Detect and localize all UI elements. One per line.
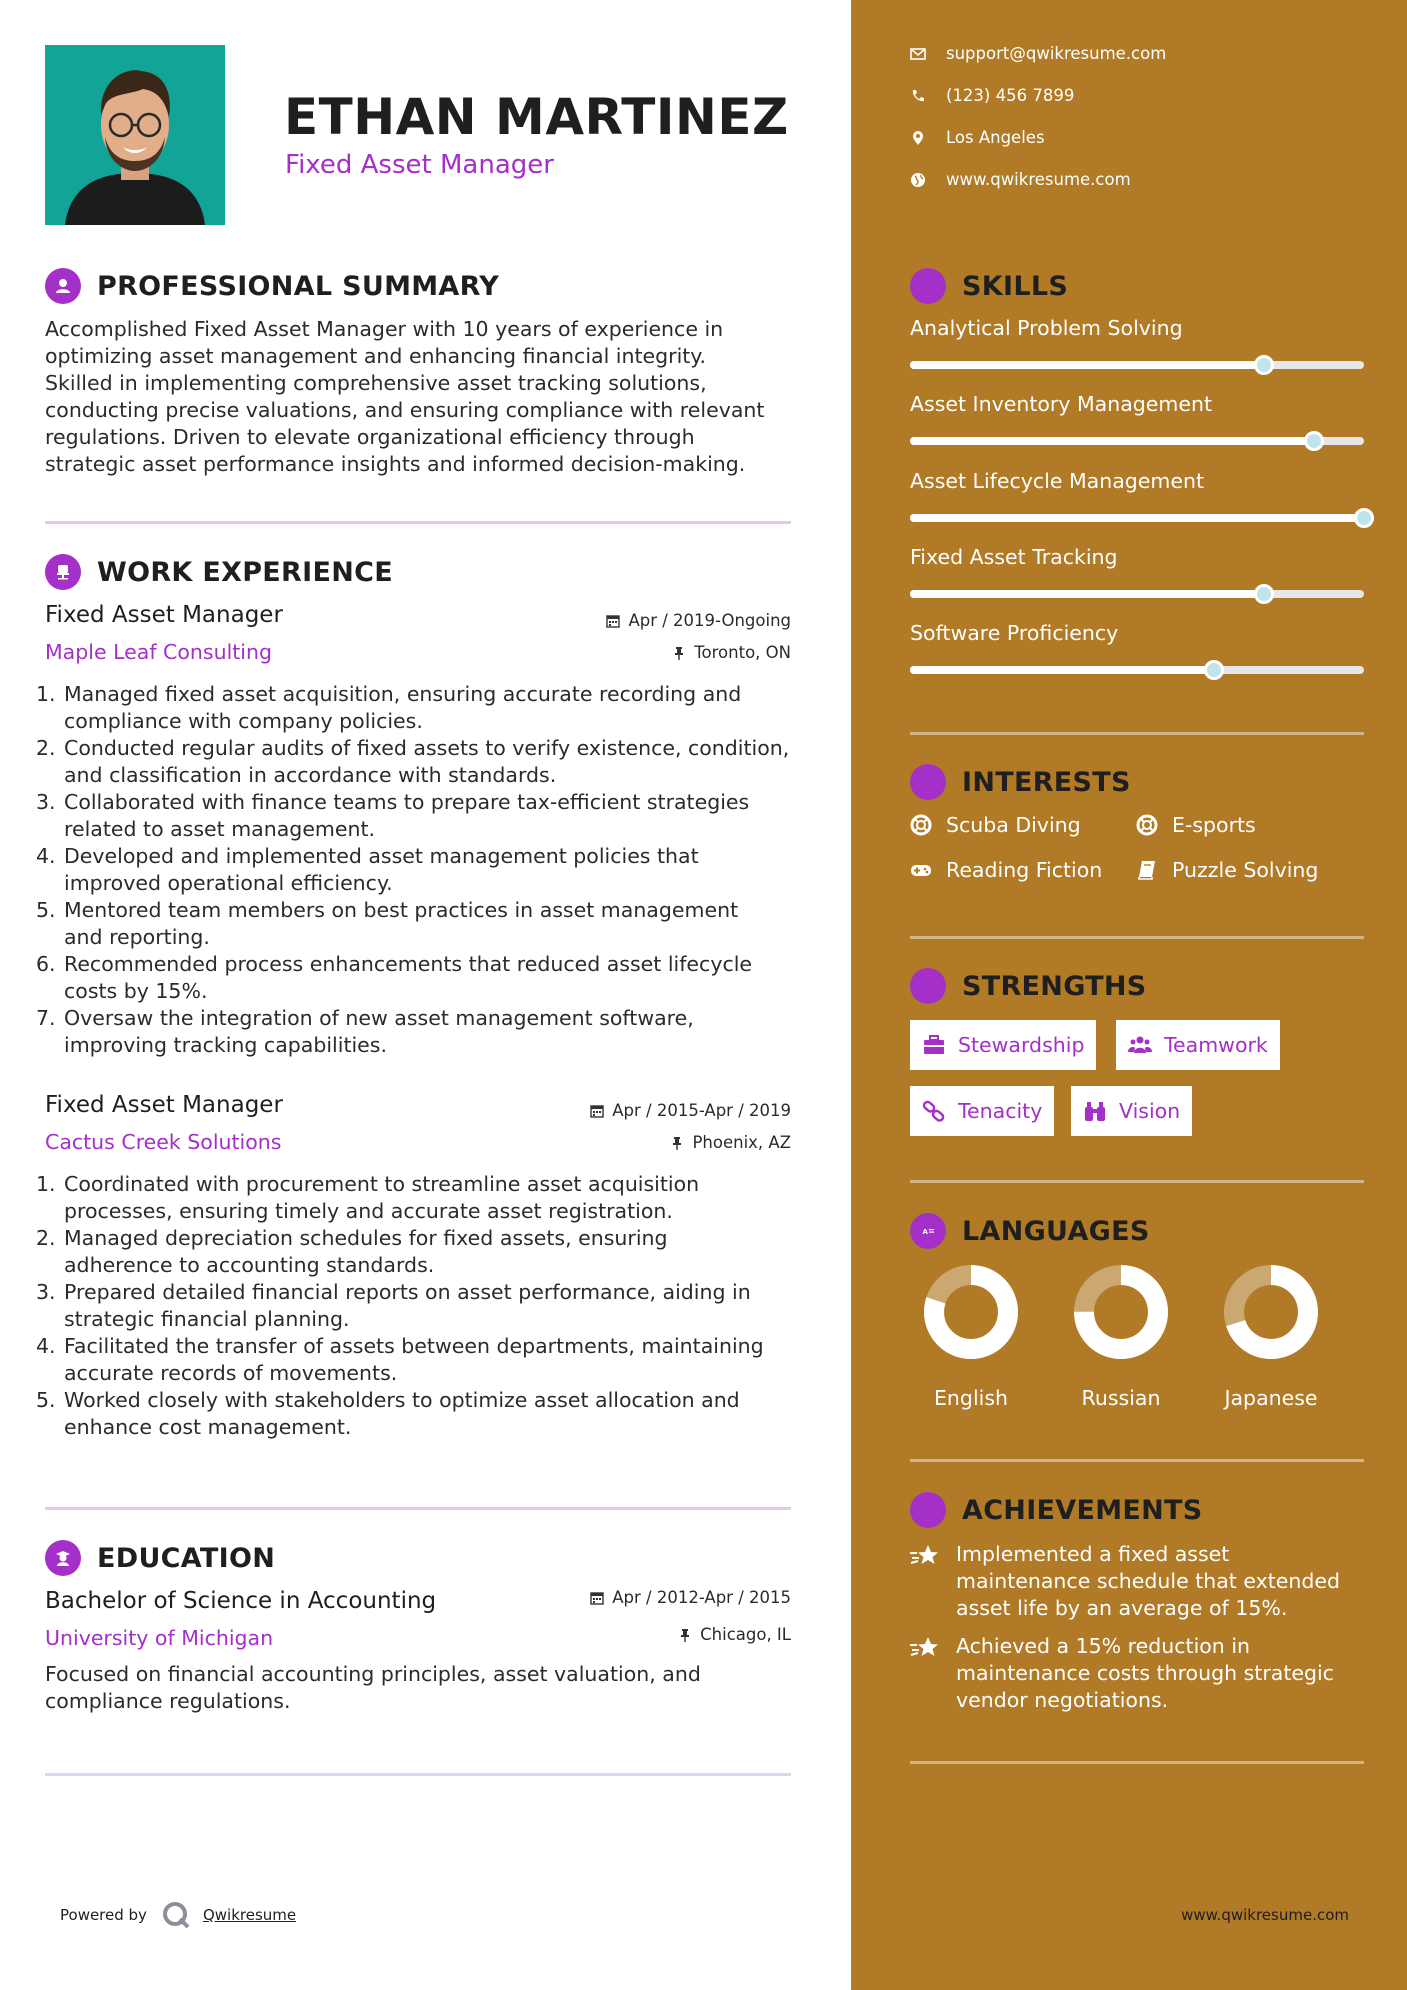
skill-name: Software Proficiency	[910, 621, 1119, 645]
job-duties	[36, 1171, 836, 1441]
location-pin-icon	[910, 130, 926, 146]
achievements-heading: ACHIEVEMENTS	[910, 1492, 1203, 1528]
contact-website[interactable]: www.qwikresume.com	[910, 170, 1131, 189]
candidate-name: ETHAN MARTINEZ	[284, 88, 789, 146]
skill-knob	[1254, 584, 1274, 604]
fist-icon	[910, 968, 946, 1004]
users-icon	[1128, 1033, 1152, 1057]
pushpin-icon	[672, 646, 686, 660]
skill-name: Asset Inventory Management	[910, 392, 1213, 416]
binoculars-icon	[1083, 1099, 1107, 1123]
strength-chip: Teamwork	[1116, 1020, 1280, 1070]
shooting-star-icon	[910, 1543, 942, 1571]
list-item: 4. Facilitated the transfer of assets between departments, maintaining accurate records of movements.	[36, 1334, 764, 1385]
gamepad-icon	[910, 859, 932, 881]
skill-knob	[1254, 355, 1274, 375]
strength-chip: Tenacity	[910, 1086, 1054, 1136]
list-item: 2. Conducted regular audits of fixed assets to verify existence, condition, and classification in accordance with standards.	[36, 736, 790, 787]
summary-text: Accomplished Fixed Asset Manager with 10 years of experience in optimizing asset management and enhancing financial integrity. Skilled in implementing comprehensive asset tracking solutions, conducting precise valuations, and ensuring compliance with relevant regulations. Driven to elevate organizational efficiency through strategic asset performance insights and informed decision-making.	[45, 317, 765, 476]
job-location: Phoenix, AZ	[670, 1133, 791, 1152]
languages-heading: A LANGUAGES	[910, 1213, 1150, 1249]
skill-bar	[910, 361, 1364, 369]
pushpin-icon	[678, 1628, 692, 1642]
language-ring	[923, 1264, 1019, 1360]
section-divider	[45, 521, 791, 524]
section-divider	[910, 732, 1364, 735]
qwikresume-link[interactable]: Qwikresume	[202, 1906, 297, 1924]
profile-photo	[45, 45, 225, 225]
skill-bar	[910, 590, 1364, 598]
strength-chip: Stewardship	[910, 1020, 1096, 1070]
language-item: English	[916, 1264, 1026, 1410]
list-item: 1. Managed fixed asset acquisition, ensuring accurate recording and compliance with company policies.	[36, 682, 742, 733]
strength-chip: Vision	[1071, 1086, 1192, 1136]
job-role: Fixed Asset Manager	[45, 602, 283, 628]
calendar-icon	[606, 614, 620, 628]
job-location: Toronto, ON	[672, 643, 791, 662]
list-item: 5. Worked closely with stakeholders to optimize asset allocation and enhance cost management.	[36, 1388, 740, 1439]
skill-name: Asset Lifecycle Management	[910, 469, 1205, 493]
envelope-icon	[910, 46, 926, 62]
education-heading: EDUCATION	[45, 1540, 275, 1576]
user-icon	[45, 268, 81, 304]
list-item: 3. Collaborated with finance teams to prepare tax-efficient strategies related to asset management.	[36, 790, 750, 841]
interest-item: Scuba Diving	[910, 813, 1081, 837]
skill-bar	[910, 666, 1364, 674]
contact-email[interactable]: support@qwikresume.com	[910, 44, 1166, 63]
skill-knob	[1354, 508, 1374, 528]
language-item: Russian	[1066, 1264, 1176, 1410]
job-role: Fixed Asset Manager	[45, 1092, 283, 1118]
achievement-item: Achieved a 15% reduction in maintenance costs through strategic vendor negotiations.	[910, 1633, 1364, 1714]
link-icon	[922, 1099, 946, 1123]
education-location: Chicago, IL	[678, 1625, 791, 1644]
lifebuoy-icon	[1136, 814, 1158, 836]
briefcase-icon	[922, 1033, 946, 1057]
calendar-icon	[590, 1104, 604, 1118]
skill-bar	[910, 437, 1364, 445]
section-divider	[910, 1180, 1364, 1183]
section-divider	[910, 1459, 1364, 1462]
skill-bar	[910, 514, 1364, 522]
summary-heading: PROFESSIONAL SUMMARY	[45, 268, 499, 304]
powered-by: Powered by Qwikresume	[60, 1900, 296, 1930]
calendar-icon	[590, 1591, 604, 1605]
list-item: 4. Developed and implemented asset management policies that improved operational efficiency.	[36, 844, 699, 895]
language-ring	[1073, 1264, 1169, 1360]
shooting-star-icon	[910, 1635, 942, 1663]
lightbulb-icon	[910, 268, 946, 304]
skill-fill	[910, 514, 1364, 522]
graduate-icon	[45, 1540, 81, 1576]
svg-text:A: A	[922, 1228, 928, 1236]
footer-site-link[interactable]: www.qwikresume.com	[1181, 1906, 1349, 1924]
paper-plane-icon	[910, 764, 946, 800]
list-item: 2. Managed depreciation schedules for fixed assets, ensuring adherence to accounting standards.	[36, 1226, 668, 1277]
experience-heading: WORK EXPERIENCE	[45, 554, 393, 590]
interest-item: E-sports	[1136, 813, 1256, 837]
skill-fill	[910, 590, 1264, 598]
star-badge-icon	[910, 1492, 946, 1528]
interest-item: Puzzle Solving	[1136, 858, 1318, 882]
achievement-item: Implemented a fixed asset maintenance schedule that extended asset life by an average of 15%.	[910, 1541, 1364, 1622]
skill-fill	[910, 361, 1264, 369]
chair-icon	[45, 554, 81, 590]
phone-icon	[910, 88, 926, 104]
interest-item: Reading Fiction	[910, 858, 1102, 882]
book-icon	[1136, 859, 1158, 881]
job-duties	[36, 681, 836, 1059]
strengths-heading: STRENGTHS	[910, 968, 1147, 1004]
list-item: 3. Prepared detailed financial reports on asset performance, aiding in strategic financial planning.	[36, 1280, 751, 1331]
lifebuoy-icon	[910, 814, 932, 836]
contact-location: Los Angeles	[910, 128, 1045, 147]
skill-name: Analytical Problem Solving	[910, 316, 1183, 340]
list-item: 7. Oversaw the integration of new asset management software, improving tracking capabilities.	[36, 1006, 694, 1057]
translate-icon	[910, 1213, 946, 1249]
education-description: Focused on financial accounting principles, asset valuation, and compliance regulations.	[45, 1662, 701, 1713]
interests-heading: INTERESTS	[910, 764, 1131, 800]
skill-fill	[910, 666, 1214, 674]
language-item: Japanese	[1216, 1264, 1326, 1410]
section-divider	[45, 1773, 791, 1776]
job-company: Maple Leaf Consulting	[45, 640, 273, 664]
job-dates: Apr / 2019-Ongoing	[606, 611, 791, 630]
pushpin-icon	[670, 1136, 684, 1150]
job-company: Cactus Creek Solutions	[45, 1130, 282, 1154]
globe-icon	[910, 172, 926, 188]
education-degree: Bachelor of Science in Accounting	[45, 1588, 437, 1614]
list-item: 6. Recommended process enhancements that reduced asset lifecycle costs by 15%.	[36, 952, 753, 1003]
skill-fill	[910, 437, 1314, 445]
list-item: 5. Mentored team members on best practices in asset management and reporting.	[36, 898, 739, 949]
education-dates: Apr / 2012-Apr / 2015	[590, 1588, 791, 1607]
candidate-title: Fixed Asset Manager	[285, 150, 554, 180]
section-divider	[45, 1507, 791, 1510]
skill-knob	[1304, 431, 1324, 451]
education-school: University of Michigan	[45, 1626, 274, 1650]
contact-phone[interactable]: (123) 456 7899	[910, 86, 1074, 105]
skills-heading: SKILLS	[910, 268, 1068, 304]
job-dates: Apr / 2015-Apr / 2019	[590, 1101, 791, 1120]
section-divider	[910, 936, 1364, 939]
qwikresume-logo-icon	[161, 1900, 191, 1930]
skill-name: Fixed Asset Tracking	[910, 545, 1118, 569]
list-item: 1. Coordinated with procurement to streamline asset acquisition processes, ensuring timely and accurate asset registration.	[36, 1172, 700, 1223]
language-ring	[1223, 1264, 1319, 1360]
section-divider	[910, 1761, 1364, 1764]
